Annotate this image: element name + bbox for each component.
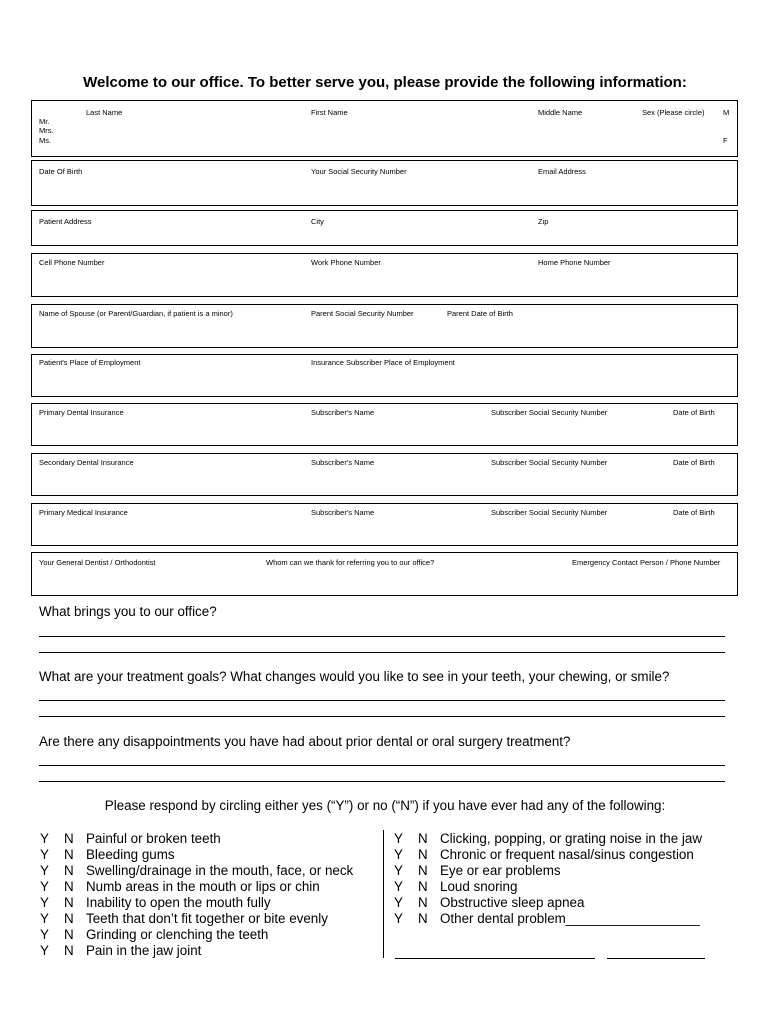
condition-label: Pain in the jaw joint: [86, 943, 202, 958]
condition-row: [40, 895, 380, 911]
condition-row: [40, 831, 380, 847]
subscriber-ssn-label: Subscriber Social Security Number: [491, 508, 608, 517]
condition-row: [394, 831, 734, 847]
yes-option[interactable]: Y: [40, 863, 49, 878]
answer-line[interactable]: [39, 636, 725, 637]
answer-line[interactable]: [39, 765, 725, 766]
sex-label: Sex (Please circle): [642, 108, 705, 117]
question-disappointments: Are there any disappointments you have had about prior dental or oral surgery treatment?: [39, 734, 571, 749]
no-option[interactable]: N: [418, 863, 428, 878]
column-divider: [383, 830, 384, 958]
no-option[interactable]: N: [418, 895, 428, 910]
email-label: Email Address: [538, 167, 586, 176]
name-field-box[interactable]: [31, 100, 738, 157]
parent-dob-label: Parent Date of Birth: [447, 309, 513, 318]
answer-line[interactable]: [39, 700, 725, 701]
phone-box[interactable]: [31, 253, 738, 297]
answer-line[interactable]: [39, 652, 725, 653]
zip-label: Zip: [538, 217, 549, 226]
no-option[interactable]: N: [418, 911, 428, 926]
title-option-ms[interactable]: Ms.: [39, 136, 52, 145]
subscriber-dob-label: Date of Birth: [673, 508, 715, 517]
address-box[interactable]: [31, 210, 738, 246]
subscriber-dob-label: Date of Birth: [673, 458, 715, 467]
secondary-dental-label: Secondary Dental Insurance: [39, 458, 134, 467]
subscriber-dob-label: Date of Birth: [673, 408, 715, 417]
condition-row: [394, 847, 734, 863]
no-option[interactable]: N: [64, 831, 74, 846]
subscriber-employment-label: Insurance Subscriber Place of Employment: [311, 358, 455, 367]
condition-row: [40, 911, 380, 927]
primary-medical-box[interactable]: [31, 503, 738, 546]
condition-row: [40, 879, 380, 895]
answer-line[interactable]: [39, 716, 725, 717]
condition-row: [40, 927, 380, 943]
first-name-label: First Name: [311, 108, 348, 117]
condition-row: [394, 863, 734, 879]
no-option[interactable]: N: [418, 879, 428, 894]
referral-label: Whom can we thank for referring you to our office?: [266, 558, 435, 567]
yes-option[interactable]: Y: [40, 847, 49, 862]
question-office-reason: What brings you to our office?: [39, 604, 217, 619]
no-option[interactable]: N: [64, 863, 74, 878]
yes-option[interactable]: Y: [40, 879, 49, 894]
employment-label: Patient's Place of Employment: [39, 358, 141, 367]
cell-phone-label: Cell Phone Number: [39, 258, 105, 267]
no-option[interactable]: N: [418, 831, 428, 846]
condition-label: Numb areas in the mouth or lips or chin: [86, 879, 320, 894]
condition-row: [394, 911, 734, 927]
sex-option-m[interactable]: M: [723, 108, 730, 117]
answer-line[interactable]: [39, 781, 725, 782]
condition-label: Painful or broken teeth: [86, 831, 221, 846]
other-problem-blank[interactable]: [395, 958, 595, 959]
general-dentist-label: Your General Dentist / Orthodontist: [39, 558, 156, 567]
sex-option-f[interactable]: F: [723, 136, 728, 145]
primary-medical-label: Primary Medical Insurance: [39, 508, 128, 517]
parent-ssn-label: Parent Social Security Number: [311, 309, 414, 318]
city-label: City: [311, 217, 324, 226]
address-label: Patient Address: [39, 217, 92, 226]
condition-label: Teeth that don’t fit together or bite evenly: [86, 911, 328, 926]
secondary-dental-box[interactable]: [31, 453, 738, 496]
middle-name-label: Middle Name: [538, 108, 583, 117]
subscriber-name-label: Subscriber's Name: [311, 458, 375, 467]
condition-row: [40, 943, 380, 959]
yes-option[interactable]: Y: [40, 895, 49, 910]
no-option[interactable]: N: [64, 911, 74, 926]
work-phone-label: Work Phone Number: [311, 258, 381, 267]
subscriber-name-label: Subscriber's Name: [311, 408, 375, 417]
condition-row: [40, 847, 380, 863]
condition-label: Grinding or clenching the teeth: [86, 927, 269, 942]
last-name-label: Last Name: [86, 108, 123, 117]
yes-option[interactable]: Y: [394, 831, 403, 846]
condition-label: Obstructive sleep apnea: [440, 895, 585, 910]
condition-label: Other dental problem__________________: [440, 911, 700, 926]
condition-label: Chronic or frequent nasal/sinus congestion: [440, 847, 694, 862]
no-option[interactable]: N: [64, 943, 74, 958]
other-problem-blank[interactable]: [607, 958, 705, 959]
title-option-mrs[interactable]: Mrs.: [39, 126, 54, 135]
yes-no-instruction: Please respond by circling either yes (“Y”) or no (“N”) if you have ever had any of the following:: [104, 798, 666, 813]
spouse-label: Name of Spouse (or Parent/Guardian, if patient is a minor): [39, 309, 233, 318]
primary-dental-label: Primary Dental Insurance: [39, 408, 124, 417]
title-option-mr[interactable]: Mr.: [39, 117, 50, 126]
yes-option[interactable]: Y: [394, 895, 403, 910]
home-phone-label: Home Phone Number: [538, 258, 611, 267]
yes-option[interactable]: Y: [40, 831, 49, 846]
condition-row: [394, 895, 734, 911]
condition-row: [40, 863, 380, 879]
form-title: Welcome to our office. To better serve you, please provide the following information:: [83, 74, 687, 91]
yes-option[interactable]: Y: [40, 927, 49, 942]
emergency-contact-label: Emergency Contact Person / Phone Number: [572, 558, 721, 567]
no-option[interactable]: N: [64, 847, 74, 862]
no-option[interactable]: N: [64, 927, 74, 942]
yes-option[interactable]: Y: [394, 847, 403, 862]
subscriber-ssn-label: Subscriber Social Security Number: [491, 408, 608, 417]
ssn-label: Your Social Security Number: [311, 167, 407, 176]
condition-row: [394, 879, 734, 895]
no-option[interactable]: N: [64, 895, 74, 910]
yes-option[interactable]: Y: [394, 911, 403, 926]
yes-option[interactable]: Y: [394, 879, 403, 894]
yes-option[interactable]: Y: [40, 911, 49, 926]
condition-label: Loud snoring: [440, 879, 518, 894]
question-treatment-goals: What are your treatment goals? What changes would you like to see in your teeth, your chewing, or smile?: [39, 669, 670, 684]
no-option[interactable]: N: [418, 847, 428, 862]
yes-option[interactable]: Y: [40, 943, 49, 958]
primary-dental-box[interactable]: [31, 403, 738, 446]
condition-label: Bleeding gums: [86, 847, 175, 862]
no-option[interactable]: N: [64, 879, 74, 894]
condition-label: Eye or ear problems: [440, 863, 561, 878]
yes-option[interactable]: Y: [394, 863, 403, 878]
dob-label: Date Of Birth: [39, 167, 83, 176]
subscriber-name-label: Subscriber's Name: [311, 508, 375, 517]
condition-label: Swelling/drainage in the mouth, face, or neck: [86, 863, 354, 878]
condition-label: Inability to open the mouth fully: [86, 895, 271, 910]
condition-label: Clicking, popping, or grating noise in the jaw: [440, 831, 703, 846]
subscriber-ssn-label: Subscriber Social Security Number: [491, 458, 608, 467]
